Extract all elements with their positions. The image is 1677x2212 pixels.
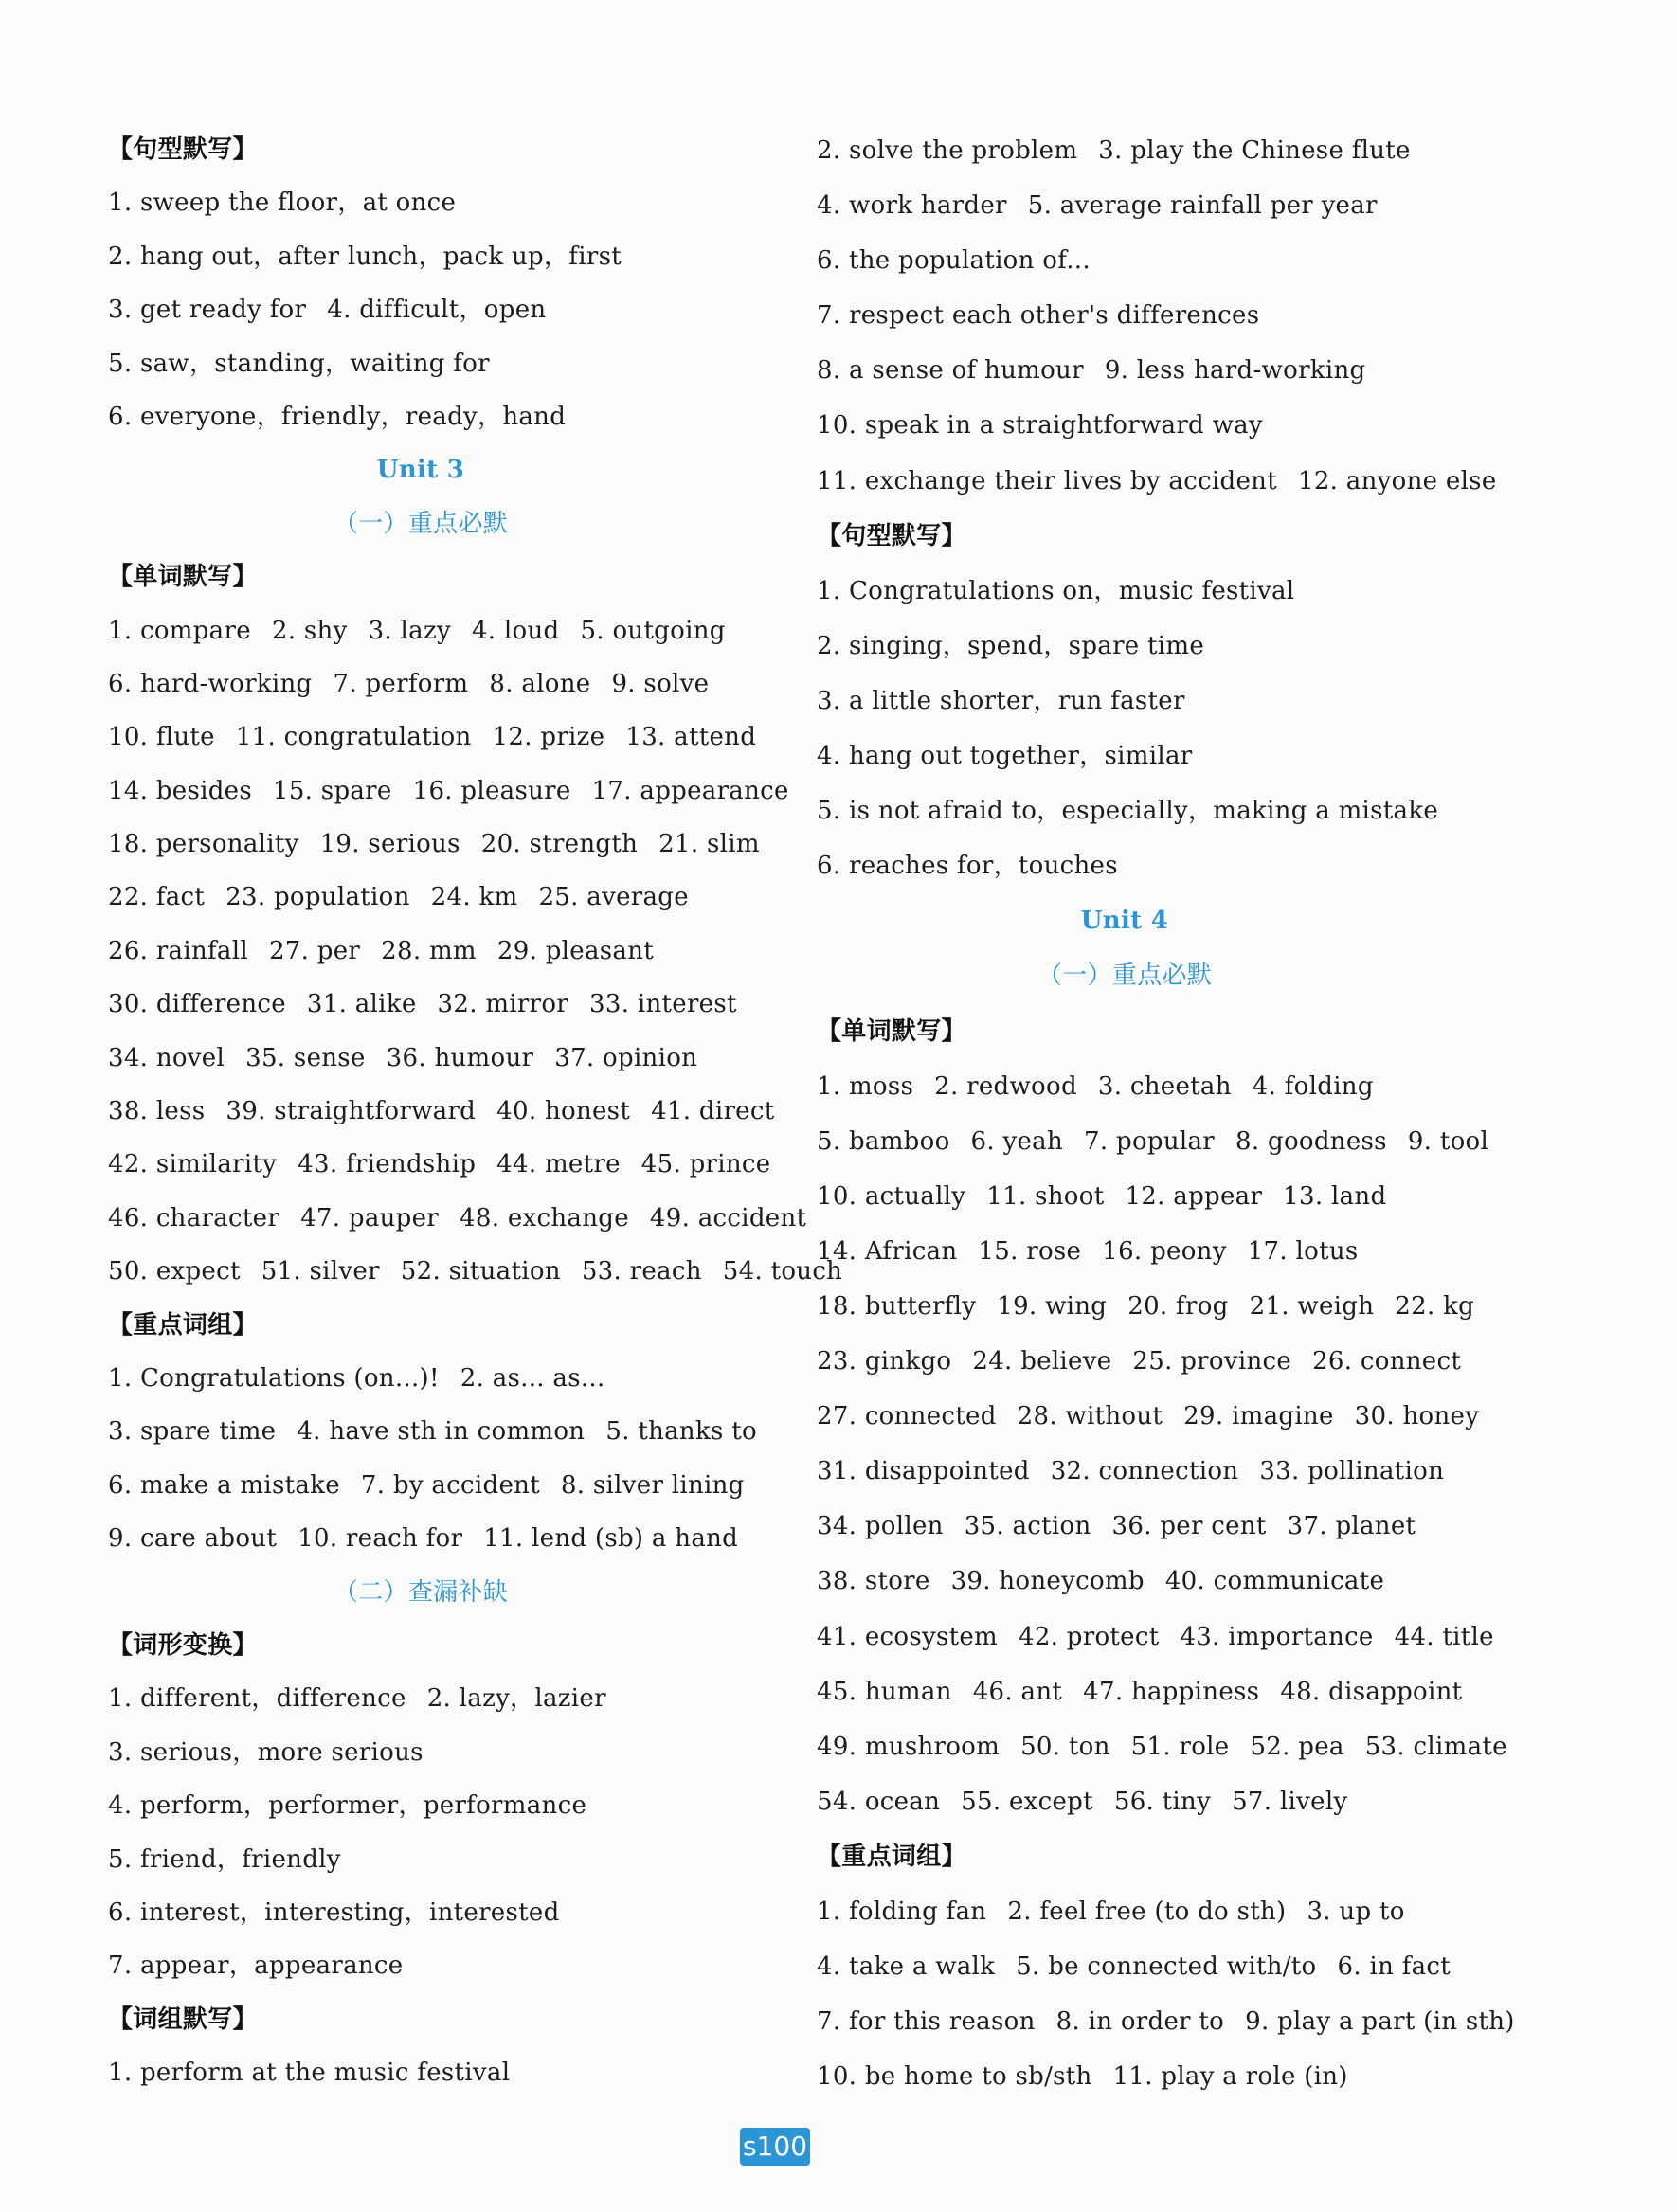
answer-item: 24. believe <box>972 1347 1112 1376</box>
answer-item: 30. difference <box>108 990 286 1019</box>
section-heading: 【词组默写】 <box>108 2005 258 2034</box>
answer-item: 3. spare time <box>108 1417 277 1447</box>
answer-item: 1. Congratulations (on...)! <box>108 1363 440 1393</box>
answer-item: 3. serious，more serious <box>108 1737 424 1767</box>
answer-item: 22. kg <box>1395 1291 1475 1321</box>
answer-item: 9. solve <box>611 669 710 698</box>
answer-line <box>817 343 1575 398</box>
answer-item: 42. protect <box>1018 1622 1160 1651</box>
answer-line <box>817 233 1575 288</box>
answer-item: 9. tool <box>1407 1126 1489 1156</box>
answer-item: 18. personality <box>108 830 299 859</box>
answer-item: 12. prize <box>492 723 605 752</box>
answer-item: 3. play the Chinese flute <box>1098 136 1411 165</box>
answer-item: 52. situation <box>400 1257 561 1286</box>
answer-item: 16. pleasure <box>412 776 571 805</box>
answer-item: 6. the population of... <box>817 246 1091 276</box>
answer-item: 6. yeah <box>970 1126 1064 1156</box>
answer-item: 17. lotus <box>1247 1236 1359 1266</box>
answer-line <box>817 1059 1575 1114</box>
answer-line <box>108 337 733 390</box>
answer-item: 19. serious <box>319 830 460 859</box>
answer-item: 8. a sense of humour <box>817 356 1084 386</box>
answer-item: 21. slim <box>658 830 760 859</box>
answer-line <box>817 398 1575 453</box>
answer-item: 11. play a role (in) <box>1112 2062 1348 2092</box>
answer-line <box>817 1334 1575 1389</box>
answer-item: 36. per cent <box>1111 1512 1267 1541</box>
answer-line <box>817 1389 1575 1444</box>
answer-item: 12. anyone else <box>1297 466 1497 495</box>
answer-item: 53. climate <box>1364 1732 1507 1761</box>
answer-line <box>817 178 1575 233</box>
section-heading: 【重点词组】 <box>108 1310 258 1340</box>
answer-item: 38. less <box>108 1097 206 1126</box>
unit-title: Unit 4 <box>1080 907 1169 936</box>
answer-item: 39. straightforward <box>225 1097 477 1126</box>
answer-item: 37. planet <box>1287 1512 1416 1541</box>
answer-line <box>817 1224 1575 1279</box>
section-heading: 【单词默写】 <box>108 563 258 592</box>
answer-item: 50. ton <box>1020 1732 1110 1761</box>
answer-item: 4. perform，performer，performance <box>108 1791 587 1821</box>
answer-item: 35. sense <box>245 1043 366 1072</box>
unit-title: Unit 3 <box>376 456 465 485</box>
answer-item: 2. solve the problem <box>817 136 1078 165</box>
answer-item: 47. happiness <box>1083 1677 1260 1706</box>
answer-item: 44. title <box>1394 1622 1494 1651</box>
answer-line <box>817 619 1575 674</box>
answer-item: 8. goodness <box>1235 1126 1387 1156</box>
answer-item: 10. flute <box>108 723 215 752</box>
answer-item: 7. perform <box>333 669 469 698</box>
answer-line <box>108 978 737 1031</box>
answer-item: 54. touch <box>722 1257 843 1286</box>
answer-item: 1. perform at the music festival <box>108 2059 511 2088</box>
left-column <box>108 123 843 2099</box>
answer-item: 41. direct <box>651 1097 775 1126</box>
answer-item: 6. interest，interesting，interested <box>108 1897 560 1927</box>
answer-item: 26. rainfall <box>108 936 248 965</box>
answer-item: 12. appear <box>1125 1181 1263 1211</box>
answer-item: 27. per <box>268 936 361 965</box>
answer-item: 2. lazy，lazier <box>426 1684 606 1714</box>
answer-item: 46. character <box>108 1203 280 1232</box>
answer-item: 15. spare <box>272 776 392 805</box>
answer-item: 26. connect <box>1312 1347 1462 1376</box>
answer-item: 5. friend，friendly <box>108 1844 341 1874</box>
answer-item: 9. care about <box>108 1524 278 1554</box>
section-heading: 【句型默写】 <box>817 521 966 550</box>
answer-item: 51. role <box>1130 1732 1230 1761</box>
answer-line <box>108 1886 733 1939</box>
answer-item: 51. silver <box>261 1257 380 1286</box>
answer-item: 1. folding fan <box>817 1897 987 1926</box>
answer-item: 13. attend <box>625 723 757 752</box>
answer-line <box>108 1085 775 1138</box>
answer-line <box>108 1459 745 1512</box>
answer-line <box>817 838 1575 893</box>
answer-line <box>108 818 760 871</box>
section-heading: 【词形变换】 <box>108 1630 258 1660</box>
answer-item: 4. hang out together，similar <box>817 742 1193 771</box>
answer-item: 23. ginkgo <box>817 1347 952 1376</box>
answer-item: 5. is not afraid to，especially，making a mistake <box>817 797 1439 826</box>
answer-item: 39. honeycomb <box>950 1567 1145 1596</box>
answer-line <box>108 1032 733 1085</box>
answer-item: 37. opinion <box>554 1043 698 1072</box>
answer-item: 7. appear，appearance <box>108 1951 404 1981</box>
answer-line <box>817 123 1575 178</box>
answer-line <box>817 1939 1575 1994</box>
answer-item: 2. singing，spend，spare time <box>817 631 1205 660</box>
answer-item: 45. human <box>817 1677 952 1706</box>
answer-line <box>108 1192 807 1245</box>
answer-item: 20. strength <box>480 830 639 859</box>
subsection-title: （一）重点必默 <box>333 509 509 538</box>
answer-line <box>817 1114 1575 1169</box>
answer-item: 6. make a mistake <box>108 1470 340 1500</box>
answer-item: 3. a little shorter，run faster <box>817 686 1185 715</box>
answer-line <box>108 283 733 336</box>
answer-item: 43. importance <box>1180 1622 1374 1651</box>
answer-item: 52. pea <box>1250 1732 1344 1761</box>
answer-line <box>108 1672 733 1725</box>
answer-item: 7. respect each other's differences <box>817 301 1260 331</box>
answer-item: 11. lend (sb) a hand <box>483 1524 739 1554</box>
answer-line <box>108 1779 733 1832</box>
page-number-badge: s100 <box>740 2128 810 2166</box>
answer-item: 5. be connected with/to <box>1016 1952 1317 1982</box>
answer-item: 43. friendship <box>298 1150 477 1179</box>
answer-item: 16. peony <box>1102 1236 1227 1266</box>
answer-item: 30. honey <box>1354 1402 1480 1431</box>
answer-item: 49. accident <box>649 1203 807 1232</box>
answer-item: 2. hang out，after lunch，pack up，first <box>108 242 622 271</box>
answer-line <box>108 1512 739 1565</box>
answer-item: 3. cheetah <box>1097 1071 1232 1101</box>
answer-item: 47. pauper <box>300 1203 440 1232</box>
answer-item: 6. reaches for，touches <box>817 852 1118 881</box>
answer-line <box>108 710 757 764</box>
answer-item: 7. by accident <box>360 1470 540 1500</box>
answer-line <box>817 1499 1575 1554</box>
answer-item: 2. redwood <box>934 1071 1077 1101</box>
answer-item: 4. work harder <box>817 191 1007 221</box>
answer-item: 25. province <box>1132 1347 1292 1376</box>
answer-item: 56. tiny <box>1113 1787 1212 1816</box>
answer-item: 4. folding <box>1252 1071 1374 1101</box>
answer-item: 2. feel free (to do sth) <box>1007 1897 1287 1926</box>
answer-item: 35. action <box>964 1512 1091 1541</box>
answer-item: 28. mm <box>381 936 477 965</box>
answer-item: 18. butterfly <box>817 1291 977 1321</box>
answer-line <box>817 1610 1575 1664</box>
section-heading: 【句型默写】 <box>108 135 258 164</box>
answer-item: 40. communicate <box>1164 1567 1385 1596</box>
answer-item: 38. store <box>817 1567 930 1596</box>
answer-item: 42. similarity <box>108 1150 278 1179</box>
answer-item: 3. up to <box>1307 1897 1405 1926</box>
answer-line <box>817 1719 1575 1774</box>
answer-item: 4. difficult，open <box>327 296 547 325</box>
answer-line <box>108 230 733 283</box>
answer-item: 10. speak in a straightforward way <box>817 411 1263 441</box>
answer-item: 24. km <box>430 883 518 912</box>
answer-item: 3. lazy <box>368 616 451 645</box>
answer-line <box>108 604 733 657</box>
answer-item: 2. as... as... <box>460 1363 605 1393</box>
answer-item: 5. bamboo <box>817 1126 950 1156</box>
answer-item: 10. reach for <box>298 1524 463 1554</box>
answer-item: 1. compare <box>108 616 251 645</box>
answer-item: 15. rose <box>978 1236 1082 1266</box>
section-heading: 【单词默写】 <box>817 1016 966 1046</box>
answer-item: 8. silver lining <box>560 1470 745 1500</box>
answer-line <box>817 1279 1575 1334</box>
answer-item: 31. alike <box>306 990 417 1019</box>
answer-item: 5. average rainfall per year <box>1027 191 1378 221</box>
answer-item: 5. outgoing <box>580 616 726 645</box>
subsection-title: （二）查漏补缺 <box>333 1577 509 1607</box>
answer-item: 20. frog <box>1127 1291 1229 1321</box>
answer-item: 4. take a walk <box>817 1952 996 1982</box>
answer-item: 48. exchange <box>460 1203 629 1232</box>
answer-item: 25. average <box>538 883 689 912</box>
answer-item: 21. weigh <box>1249 1291 1375 1321</box>
answer-item: 6. hard-working <box>108 669 313 698</box>
answer-line <box>108 657 733 710</box>
answer-item: 14. besides <box>108 776 252 805</box>
answer-item: 31. disappointed <box>817 1457 1030 1486</box>
answer-item: 34. novel <box>108 1043 225 1072</box>
answer-item: 54. ocean <box>817 1787 941 1816</box>
answer-item: 4. have sth in common <box>297 1417 586 1447</box>
answer-line <box>108 764 789 818</box>
answer-item: 29. imagine <box>1183 1402 1334 1431</box>
answer-item: 13. land <box>1283 1181 1387 1211</box>
answer-line <box>817 288 1575 343</box>
answer-item: 5. thanks to <box>605 1417 757 1447</box>
answer-line <box>108 1405 757 1458</box>
answer-item: 28. without <box>1017 1402 1163 1431</box>
answer-line <box>108 1939 733 1992</box>
answer-line <box>108 1245 843 1298</box>
answer-line <box>817 728 1575 783</box>
answer-item: 2. shy <box>271 616 348 645</box>
answer-item: 11. shoot <box>986 1181 1105 1211</box>
answer-item: 5. saw，standing，waiting for <box>108 349 490 378</box>
answer-line <box>817 1554 1575 1609</box>
answer-item: 22. fact <box>108 883 206 912</box>
answer-item: 27. connected <box>817 1402 997 1431</box>
answer-item: 6. everyone，friendly，ready，hand <box>108 402 567 431</box>
answer-item: 1. moss <box>817 1071 914 1101</box>
answer-item: 9. play a part (in sth) <box>1245 2007 1515 2037</box>
answer-line <box>108 925 733 978</box>
answer-item: 48. disappoint <box>1280 1677 1463 1706</box>
answer-item: 23. population <box>225 883 410 912</box>
answer-item: 19. wing <box>997 1291 1108 1321</box>
answer-item: 50. expect <box>108 1257 241 1286</box>
answer-line <box>108 390 733 443</box>
answer-item: 45. prince <box>640 1150 771 1179</box>
answer-item: 10. actually <box>817 1181 966 1211</box>
answer-line <box>108 2046 733 2099</box>
answer-item: 33. pollination <box>1259 1457 1445 1486</box>
answer-line <box>108 1833 733 1886</box>
answer-line <box>108 871 733 924</box>
answer-item: 17. appearance <box>591 776 789 805</box>
answer-item: 55. except <box>961 1787 1093 1816</box>
right-column <box>817 123 1575 2104</box>
answer-item: 41. ecosystem <box>817 1622 998 1651</box>
answer-item: 3. get ready for <box>108 296 307 325</box>
answer-item: 7. popular <box>1084 1126 1216 1156</box>
answer-item: 10. be home to sb/sth <box>817 2062 1092 2092</box>
answer-item: 7. for this reason <box>817 2007 1036 2037</box>
answer-line <box>817 783 1575 838</box>
answer-item: 32. mirror <box>437 990 569 1019</box>
answer-item: 14. African <box>817 1236 958 1266</box>
answer-line <box>817 1884 1575 1939</box>
section-heading: 【重点词组】 <box>817 1842 966 1871</box>
answer-item: 4. loud <box>471 616 560 645</box>
answer-item: 40. honest <box>496 1097 631 1126</box>
answer-item: 32. connection <box>1050 1457 1239 1486</box>
answer-line <box>108 1726 733 1779</box>
answer-line <box>817 454 1575 509</box>
answer-item: 29. pleasant <box>496 936 654 965</box>
answer-line <box>817 1774 1575 1829</box>
answer-item: 49. mushroom <box>817 1732 1001 1761</box>
answer-item: 11. exchange their lives by accident <box>817 466 1277 495</box>
answer-line <box>817 1994 1575 2049</box>
answer-line <box>108 1138 771 1191</box>
answer-line <box>108 1352 733 1405</box>
answer-item: 8. alone <box>489 669 591 698</box>
answer-item: 8. in order to <box>1055 2007 1225 2037</box>
answer-line <box>108 176 733 229</box>
answer-line <box>817 564 1575 619</box>
answer-line <box>817 1664 1575 1719</box>
answer-item: 33. interest <box>589 990 737 1019</box>
answer-item: 1. different，difference <box>108 1684 406 1714</box>
answer-line <box>817 2049 1575 2104</box>
subsection-title: （一）重点必默 <box>1037 962 1213 991</box>
answer-line <box>817 1169 1575 1224</box>
answer-item: 44. metre <box>496 1150 621 1179</box>
answer-item: 9. less hard-working <box>1104 356 1366 386</box>
answer-item: 36. humour <box>386 1043 534 1072</box>
answer-item: 46. ant <box>972 1677 1063 1706</box>
answer-line <box>817 1444 1575 1499</box>
answer-item: 53. reach <box>581 1257 702 1286</box>
answer-item: 1. Congratulations on，music festival <box>817 576 1295 605</box>
answer-item: 1. sweep the floor，at once <box>108 189 457 218</box>
answer-item: 57. lively <box>1232 1787 1348 1816</box>
answer-item: 34. pollen <box>817 1512 944 1541</box>
answer-line <box>817 674 1575 728</box>
answer-item: 6. in fact <box>1337 1952 1452 1982</box>
answer-item: 11. congratulation <box>235 723 472 752</box>
